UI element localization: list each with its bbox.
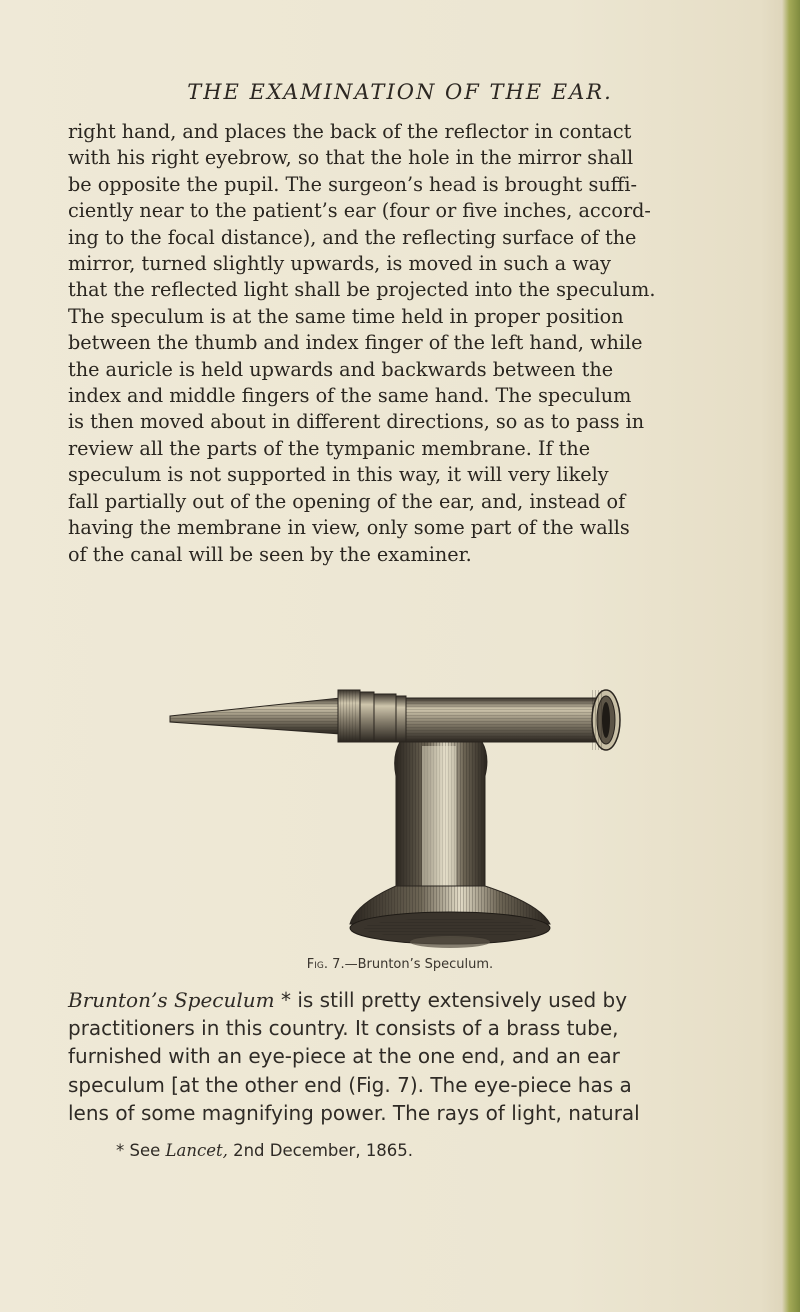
text-line: with his right eyebrow, so that the hole in the mirror shall [68,146,634,170]
text-line: having the membrane in view, only some part of the walls [68,516,630,540]
text-line: index and middle fingers of the same hand. The speculum [68,384,632,408]
figure-caption [0,957,800,972]
paragraph-2 [68,986,728,1127]
text-line: The speculum is at the same time held in proper position [68,304,624,328]
running-head: THE EXAMINATION OF THE EAR. [187,80,613,104]
footnote-journal: Lancet, [165,1141,228,1160]
footnote-marker: * See [116,1141,166,1160]
text-line: between the thumb and index finger of the left hand, while [68,331,643,355]
paragraph-1 [68,119,708,568]
text-line: be opposite the pupil. The surgeon’s head is brought suffi- [68,172,637,196]
footnote-marker: * [274,988,298,1012]
text-line: is still pretty extensively used by [297,988,628,1012]
text-line: of the canal will be seen by the examiner. [68,542,472,566]
figure-label: Fig. 7. [306,957,345,972]
footnote [116,1141,413,1160]
text-line: furnished with an eye-piece at the one end, and an ear [68,1044,620,1069]
text-line: that the reflected light shall be projected into the speculum. [68,278,656,302]
text-line: speculum is not supported in this way, it will very likely [68,463,609,487]
footnote-date: 2nd December, 1865. [227,1141,414,1160]
text-line: fall partially out of the opening of the ear, and, instead of [68,489,626,513]
text-line: right hand, and places the back of the reflector in contact [68,120,632,143]
text-line: ciently near to the patient’s ear (four or five inches, accord- [68,199,651,223]
text-line: lens of some magnifying power. The rays of light, natural [68,1100,640,1125]
text-line: mirror, turned slightly upwards, is moved in such a way [68,252,612,276]
text-line: the auricle is held upwards and backwards between the [68,357,614,381]
text-line: is then moved about in different directions, so as to pass in [68,410,645,434]
page-edge [782,0,800,1312]
speculum-illustration [160,676,640,956]
figure-title: —Brunton’s Speculum. [344,957,494,972]
text-line: practitioners in this country. It consists of a brass tube, [68,1016,619,1041]
italic-term: Brunton’s Speculum [68,988,275,1012]
text-line: ing to the focal distance), and the reflecting surface of the [68,225,637,249]
text-line-first [68,986,728,1014]
text-line: speculum [at the other end (Fig. 7). The eye-piece has a [68,1072,632,1097]
text-line: review all the parts of the tympanic membrane. If the [68,436,591,460]
